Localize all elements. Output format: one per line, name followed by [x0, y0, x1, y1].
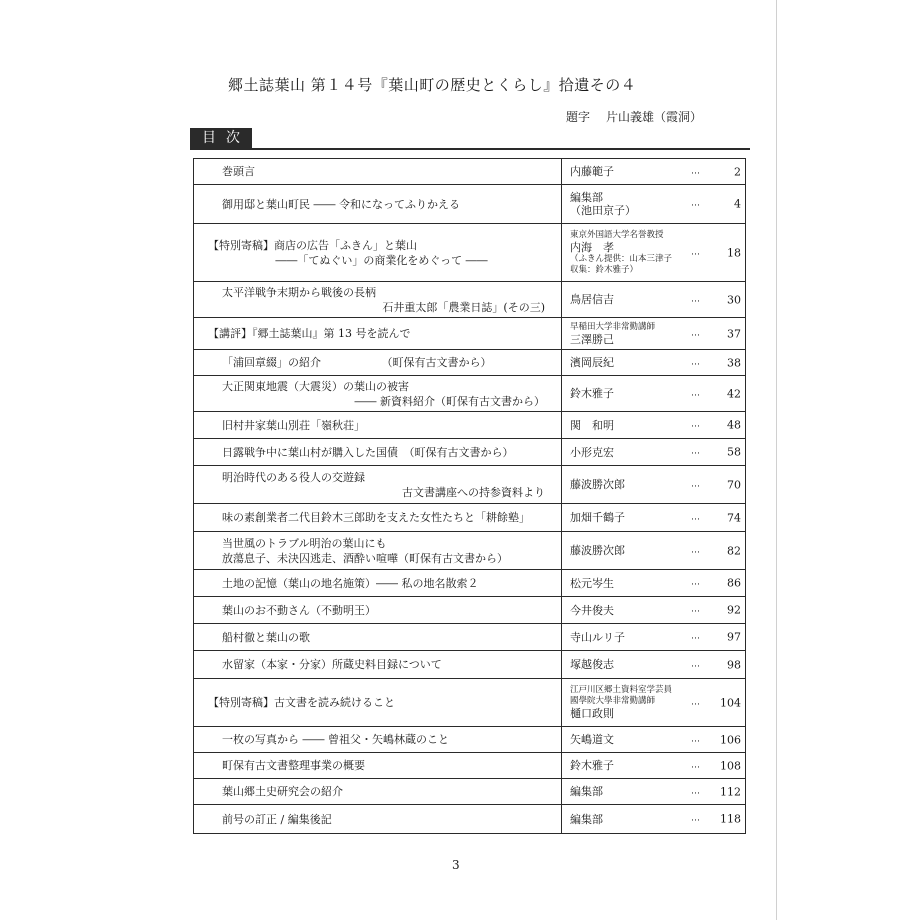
toc-row [194, 504, 745, 532]
toc-title-line: 明治時代のある役人の交遊録 [222, 470, 365, 484]
toc-author: 今井俊夫 [570, 603, 614, 617]
toc-author: 鈴木雅子 [570, 759, 614, 772]
calligraphy-credit [566, 108, 766, 125]
toc-author: 関 和明 [570, 418, 614, 432]
toc-author: 藤波勝次郎 [570, 544, 625, 557]
toc-title-line: 御用邸と葉山町民 ―― 令和になってふりかえる [222, 197, 460, 211]
toc-author: 編集部 [570, 191, 603, 204]
toc-author-cell [562, 504, 745, 531]
page-edge-line [776, 0, 777, 920]
toc-title [194, 753, 562, 778]
toc-author-cell [562, 185, 745, 223]
toc-author: 内海 孝 [570, 240, 614, 254]
toc-page: 118 [720, 812, 741, 826]
toc-row [194, 350, 745, 376]
toc-author: 編集部 [570, 812, 603, 826]
toc-title [194, 350, 562, 375]
toc-author-cell [562, 412, 745, 438]
toc-author-note: 収集：鈴木雅子） [570, 264, 639, 275]
toc-title-line: 前号の訂正 / 編集後記 [222, 812, 332, 826]
toc-title [194, 376, 562, 411]
toc-title-line: 葉山郷土史研究会の紹介 [222, 785, 343, 798]
toc-title-line: ――「てぬぐい」の商業化をめぐって ―― [275, 253, 488, 267]
toc-author: 矢嶋道文 [570, 733, 614, 746]
toc-author-cell [562, 532, 745, 569]
leader-dots: … [691, 198, 701, 209]
toc-row [194, 439, 745, 466]
leader-dots: … [691, 388, 701, 398]
toc-author-cell [562, 679, 745, 726]
toc-title [194, 318, 562, 349]
toc-author-cell [562, 318, 745, 349]
toc-title-line: 町保有古文書整理事業の概要 [222, 759, 365, 772]
toc-author: （池田京子） [570, 204, 636, 217]
toc-author: 編集部 [570, 785, 603, 798]
toc-author-cell [562, 350, 745, 375]
toc-page: 48 [727, 418, 741, 432]
toc-page: 112 [720, 785, 741, 798]
toc-page: 106 [720, 733, 741, 746]
toc-title-line: 味の素創業者二代目鈴木三郎助を支えた女性たちと「耕餘塾」 [222, 511, 530, 524]
toc-row [194, 679, 745, 727]
leader-dots: … [691, 419, 701, 430]
toc-author-cell [562, 727, 745, 752]
leader-dots: … [691, 697, 701, 707]
toc-title [194, 727, 562, 752]
leader-dots: … [691, 760, 701, 770]
leader-dots: … [691, 659, 701, 669]
toc-title [194, 805, 562, 833]
toc-page: 97 [727, 630, 741, 644]
toc-author-cell [562, 159, 745, 184]
toc-heading-rule [190, 148, 750, 150]
leader-dots: … [691, 786, 701, 796]
toc-row [194, 318, 745, 350]
toc-author: 小形克宏 [570, 445, 614, 459]
toc-author-affiliation: 國學院大學非常勤講師 [570, 696, 656, 706]
toc-page: 98 [727, 658, 741, 671]
toc-author: 藤波勝次郎 [570, 478, 625, 491]
toc-author-cell [562, 439, 745, 465]
toc-author: 鈴木雅子 [570, 387, 614, 400]
toc-title-line: 一枚の写真から ―― 曾祖父・矢嶋林蔵のこと [222, 733, 449, 746]
toc-page: 4 [734, 197, 741, 211]
toc-page: 42 [727, 387, 741, 400]
toc-title [194, 679, 562, 726]
toc-author-affiliation: 東京外国語大学名誉教授 [570, 229, 664, 240]
toc-row [194, 185, 745, 224]
toc-author: 加畑千鶴子 [570, 511, 625, 524]
leader-dots: … [691, 512, 701, 522]
toc-title [194, 624, 562, 650]
toc-title-line: ―― 新資料紹介（町保有古文書から） [354, 394, 545, 408]
toc-title [194, 224, 562, 281]
toc-row [194, 466, 745, 504]
toc-row [194, 805, 745, 833]
toc-title [194, 779, 562, 804]
toc-page: 18 [727, 246, 741, 259]
toc-author-affiliation: 江戸川区郷土資料室学芸員 [570, 685, 673, 695]
toc-page: 108 [720, 759, 741, 772]
toc-page: 86 [727, 576, 741, 590]
toc-page: 70 [727, 478, 741, 491]
toc-title-line: 大正関東地震（大震災）の葉山の被害 [222, 379, 409, 393]
toc-row [194, 532, 745, 570]
toc-row [194, 159, 745, 185]
toc-row [194, 570, 745, 597]
leader-dots: … [691, 446, 701, 457]
leader-dots: … [691, 328, 701, 338]
leader-dots: … [691, 545, 701, 555]
toc-title-line: 巻頭言 [222, 165, 255, 178]
toc-title-line: 太平洋戦争末期から戦後の長柄 [222, 285, 376, 299]
toc-title-line: 古文書講座への持参資料より [402, 485, 545, 499]
journal-title: 郷土誌葉山 第１４号『葉山町の歴史とくらし』拾遺その４ [228, 76, 637, 94]
toc-page: 2 [734, 165, 741, 178]
leader-dots: … [691, 577, 701, 588]
toc-title [194, 570, 562, 596]
leader-dots: … [691, 604, 701, 615]
toc-author-cell [562, 466, 745, 503]
toc-table [193, 158, 746, 834]
toc-author-cell [562, 753, 745, 778]
toc-row [194, 624, 745, 651]
leader-dots: … [691, 166, 701, 176]
toc-row [194, 597, 745, 624]
toc-author: 三澤勝己 [570, 332, 614, 346]
toc-title [194, 597, 562, 623]
toc-row [194, 376, 745, 412]
toc-row [194, 224, 745, 282]
calligraphy-author: 片山義雄（霞洞） [606, 110, 703, 124]
toc-author-cell [562, 779, 745, 804]
toc-title [194, 651, 562, 678]
toc-title-line: 【特別寄稿】商店の広告「ふきん」と葉山 [208, 238, 417, 252]
toc-title-line: 日露戦争中に葉山村が購入した国債 （町保有古文書から） [222, 445, 514, 459]
toc-row [194, 651, 745, 679]
leader-dots: … [691, 479, 701, 489]
toc-author: 鳥居信吉 [570, 293, 614, 306]
toc-title [194, 439, 562, 465]
toc-author: 濱岡辰紀 [570, 356, 614, 369]
toc-row [194, 753, 745, 779]
toc-heading: 目次 [190, 128, 252, 148]
leader-dots: … [691, 294, 701, 304]
toc-author: 塚越俊志 [570, 658, 614, 671]
toc-author: 寺山ルリ子 [570, 630, 625, 644]
toc-title [194, 504, 562, 531]
toc-page: 58 [727, 445, 741, 459]
toc-title-line: 放蕩息子、未決囚逃走、酒酔い喧嘩（町保有古文書から） [222, 551, 508, 565]
toc-title [194, 185, 562, 223]
toc-title-line: 船村徹と葉山の歌 [222, 630, 310, 644]
toc-page: 30 [727, 293, 741, 306]
leader-dots: … [691, 357, 701, 367]
toc-page: 74 [727, 511, 741, 524]
toc-title-line: 葉山のお不動さん（不動明王） [222, 603, 376, 617]
toc-author-cell [562, 224, 745, 281]
toc-author-cell [562, 376, 745, 411]
leader-dots: … [691, 813, 701, 824]
leader-dots: … [691, 247, 701, 257]
toc-title [194, 159, 562, 184]
toc-title [194, 532, 562, 569]
toc-title [194, 412, 562, 438]
toc-author-cell [562, 597, 745, 623]
toc-title-line: 水留家（本家・分家）所蔵史料目録について [222, 658, 442, 671]
toc-row [194, 412, 745, 439]
toc-title [194, 282, 562, 317]
toc-row [194, 282, 745, 318]
toc-title-line: 「浦回章綴」の紹介 （町保有古文書から） [222, 356, 492, 369]
leader-dots: … [691, 631, 701, 642]
page-number: 3 [452, 858, 460, 872]
toc-author-affiliation: 早稲田大学非常勤講師 [570, 321, 656, 332]
leader-dots: … [691, 734, 701, 744]
toc-title-line: 当世風のトラブル明治の葉山にも [222, 536, 387, 550]
toc-title-line: 【特別寄稿】古文書を読み続けること [208, 696, 395, 709]
toc-author: 内藤範子 [570, 165, 614, 178]
toc-page: 92 [727, 603, 741, 617]
toc-title-line: 石井重太郎「農業日誌」(その三) [382, 300, 545, 314]
toc-author-cell [562, 282, 745, 317]
toc-page: 38 [727, 356, 741, 369]
toc-author-cell [562, 651, 745, 678]
toc-author: 樋口政則 [570, 707, 614, 720]
toc-row [194, 727, 745, 753]
toc-author-cell [562, 805, 745, 833]
calligraphy-label: 題字 [566, 110, 591, 124]
toc-author: 松元岑生 [570, 576, 614, 590]
toc-page: 104 [720, 696, 741, 709]
toc-author-cell [562, 624, 745, 650]
toc-page: 82 [727, 544, 741, 557]
toc-title-line: 土地の記憶（葉山の地名施策）―― 私の地名散索２ [222, 576, 479, 590]
toc-title-line: 【講評】『郷土誌葉山』第 13 号を読んで [208, 327, 411, 340]
toc-page: 37 [727, 327, 741, 340]
toc-author-note: （ふきん提供：山本三津子 [570, 253, 673, 264]
toc-row [194, 779, 745, 805]
toc-title-line: 旧村井家葉山別荘「嶺秋荘」 [222, 418, 365, 432]
toc-title [194, 466, 562, 503]
toc-author-cell [562, 570, 745, 596]
